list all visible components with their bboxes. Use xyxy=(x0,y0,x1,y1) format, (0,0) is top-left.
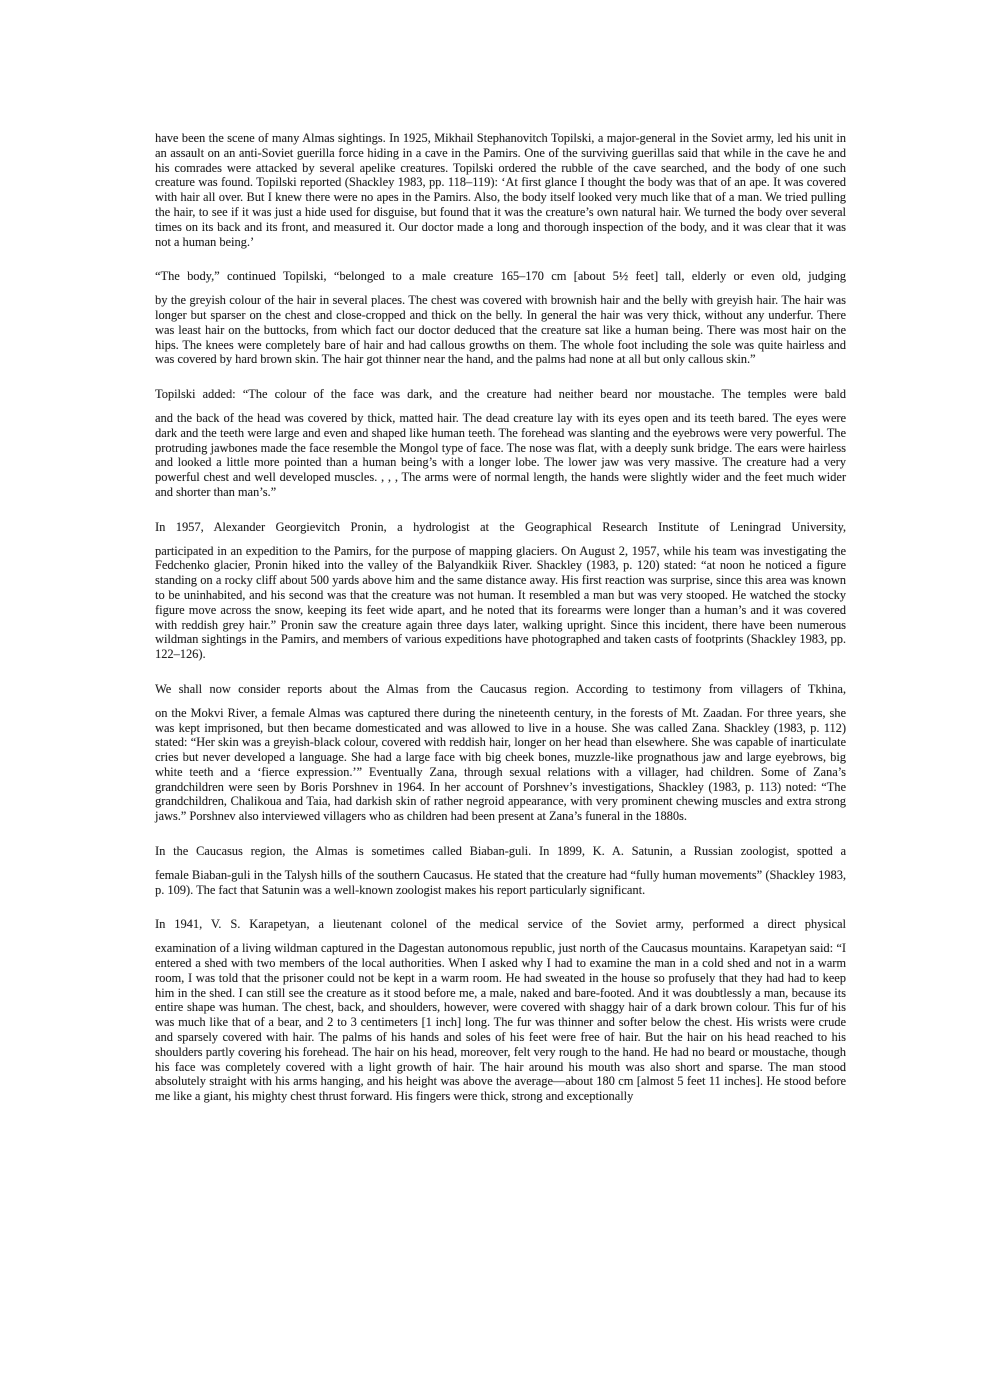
paragraph xyxy=(155,131,846,249)
paragraph-body: participated in an expedition to the Pamirs, for the purpose of mapping glaciers. On August 2, 1957, while his team was investigating the Fedchenko glacier, Pronin hiked into the valley of the Balyandkiik River. Shackley (1983, p. 120) stated: “at noon he noticed a figure standing on a rocky cliff about 500 yards above him and the same distance away. His first reaction was surprise, since this area was known to be uninhabited, and his second was that the creature was not human. It resembled a man but was very stooped. He watched the stocky figure move across the snow, keeping its feet wide apart, and he noted that its forearms were longer than a human’s and it was covered with reddish grey hair.” Pronin saw the creature again three days later, walking upright. Since this incident, there have been numerous wildman sightings in the Pamirs, and members of various expeditions have photographed and taken casts of footprints (Shackley 1983, pp. 122–126). xyxy=(155,543,846,662)
paragraph xyxy=(155,682,846,824)
paragraph-body: have been the scene of many Almas sightings. In 1925, Mikhail Stephanovitch Topilski, a major-general in the Soviet army, led his unit in an assault on an anti-Soviet guerilla force hiding in a cave in the Pamirs. One of the surviving guerillas said that while in the cave he and his comrades were attacked by several apelike creatures. Topilski ordered the rubble of the cave searched, and the body of one such creature was found. Topilski reported (Shackley 1983, pp. 118–119): ‘At first glance I thought the body was that of an ape. It was covered with hair all over. But I knew there were no apes in the Pamirs. Also, the body itself looked very much like that of a man. We tried pulling the hair, to see if it was just a hide used for disguise, but found that it was the creature’s own natural hair. We turned the body over several times on its back and its front, and measured it. Our doctor made a long and thorough inspection of the body, and it was clear that it was not a human being.’ xyxy=(155,131,846,249)
paragraph xyxy=(155,917,846,1104)
paragraph-body: female Biaban-guli in the Talysh hills of the southern Caucasus. He stated that the creature had “fully human movements” (Shackley 1983, p. 109). The fact that Satunin was a well-known zoologist makes his report particularly significant. xyxy=(155,867,846,897)
paragraph-lead: In 1941, V. S. Karapetyan, a lieutenant colonel of the medical service of the Soviet army, performed a direct physical xyxy=(155,917,846,932)
paragraph-body: and the back of the head was covered by thick, matted hair. The dead creature lay with its eyes open and its teeth bared. The eyes were dark and the teeth were large and even and shaped like human teeth. The forehead was slanting and the eyebrows were very powerful. The protruding jawbones made the face resemble the Mongol type of face. The nose was flat, with a deeply sunk bridge. The ears were hairless and looked a little more pointed than a human being’s with a longer lobe. The lower jaw was very massive. The creature had a very powerful chest and well developed muscles. , , , The arms were of normal length, the hands were slightly wider and the feet much wider and shorter than man’s.” xyxy=(155,410,846,499)
paragraph-body: by the greyish colour of the hair in several places. The chest was covered with brownish hair and the belly with greyish hair. The hair was longer but sparser on the chest and close-cropped and thick on the belly. In general the hair was very thick, without any underfur. There was least hair on the buttocks, from which fact our doctor deduced that the creature sat like a human being. There was most hair on the hips. The knees were completely bare of hair and had callous growths on them. The whole foot including the sole was quite hairless and was covered by hard brown skin. The hair got thinner near the hand, and the palms had none at all but only callous skin.” xyxy=(155,293,846,367)
text-column xyxy=(155,131,846,1104)
paragraph xyxy=(155,520,846,662)
paragraph-lead: “The body,” continued Topilski, “belonged to a male creature 165–170 cm [about 5½ feet] tall, elderly or even old, judging xyxy=(155,269,846,284)
paragraph-lead: Topilski added: “The colour of the face was dark, and the creature had neither beard nor moustache. The temples were bald xyxy=(155,387,846,402)
paragraph-body: on the Mokvi River, a female Almas was captured there during the nineteenth century, in the forests of Mt. Zaadan. For three years, she was kept imprisoned, but then became domesticated and was allowed to live in a house. She was called Zana. Shackley (1983, p. 112) stated: “Her skin was a greyish-black colour, covered with reddish hair, longer on her head than elsewhere. She was capable of inarticulate cries but never developed a language. She had a large face with big cheek bones, muzzle-like prognathous jaw and large eyebrows, big white teeth and a ‘fierce expression.’” Eventually Zana, through sexual relations with a villager, had children. Some of Zana’s grandchildren were seen by Boris Porshnev in 1964. In her account of Porshnev’s investigations, Shackley (1983, p. 113) noted: “The grandchildren, Chalikoua and Taia, had darkish skin of rather negroid appearance, with very prominent chewing muscles and extra strong jaws.” Porshnev also interviewed villagers who as children had been present at Zana’s funeral in the 1880s. xyxy=(155,705,846,824)
paragraph xyxy=(155,844,846,897)
paragraph-lead: We shall now consider reports about the Almas from the Caucasus region. According to testimony from villagers of Tkhina, xyxy=(155,681,846,696)
paragraph-lead: In the Caucasus region, the Almas is sometimes called Biaban-guli. In 1899, K. A. Satunin, a Russian zoologist, spotted a xyxy=(155,844,846,859)
paragraph-body: examination of a living wildman captured in the Dagestan autonomous republic, just north of the Caucasus mountains. Karapetyan said: “I entered a shed with two members of the local authorities. When I asked why I had to examine the man in a cold shed and not in a warm room, I was told that the prisoner could not be kept in a warm room. He had sweated in the house so profusely that they had had to keep him in the shed. I can still see the creature as it stood before me, a male, naked and bare-footed. And it was doubtlessly a man, because its entire shape was human. The chest, back, and shoulders, however, were covered with shaggy hair of a dark brown colour. This fur of his was much like that of a bear, and 2 to 3 centimeters [1 inch] long. The fur was thinner and softer below the chest. His wrists were crude and sparsely covered with hair. The palms of his hands and soles of his feet were free of hair. But the hair on his head reached to his shoulders partly covering his forehead. The hair on his head, moreover, felt very rough to the hand. He had no beard or moustache, though his face was completely covered with a light growth of hair. The hair around his mouth was also short and sparse. The man stood absolutely straight with his arms hanging, and his height was above the average—about 180 cm [almost 5 feet 11 inches]. He stood before me like a giant, his mighty chest thrust forward. His fingers were thick, strong and exceptionally xyxy=(155,941,846,1104)
paragraph-lead: In 1957, Alexander Georgievitch Pronin, a hydrologist at the Geographical Research Institute of Leningrad University, xyxy=(155,519,846,534)
paragraph xyxy=(155,387,846,500)
paragraph xyxy=(155,269,846,367)
